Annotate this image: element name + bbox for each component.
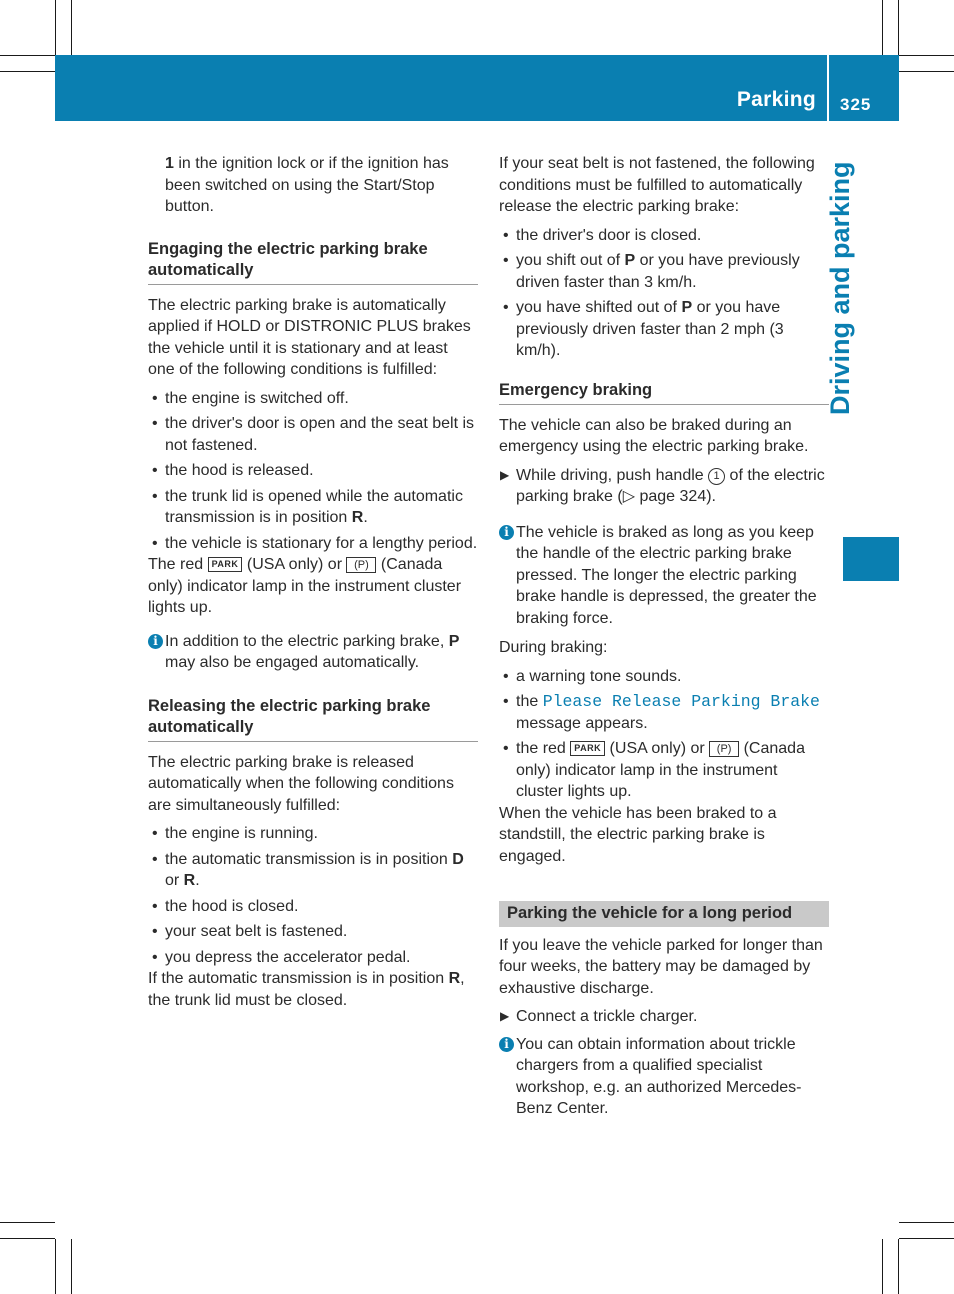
side-tab-block: [843, 537, 899, 581]
list-item: • the driver's door is open and the seat belt is not fastened.: [148, 413, 478, 456]
handle-number-icon: 1: [708, 468, 725, 485]
heading-emergency: Emergency braking: [499, 380, 829, 405]
header-divider: [827, 55, 829, 121]
engaging-list: [148, 388, 478, 555]
park-lamp-icon: PARK: [208, 557, 243, 572]
crop-mark: [0, 1222, 55, 1223]
list-item: • the engine is running.: [148, 823, 478, 845]
info-note: i The vehicle is braked as long as you keep the handle of the electric parking brake pressed. The longer the electric parking brake handle is depressed, the greater the braking force.: [499, 522, 829, 630]
left-column: [148, 153, 478, 1018]
step-arrow-icon: ▶: [500, 467, 510, 482]
step-instruction: ▶ While driving, push handle 1 of the electric parking brake (▷ page 324).: [500, 466, 825, 505]
releasing-list: [148, 823, 478, 968]
crop-mark: [0, 55, 55, 56]
standstill-text: When the vehicle has been braked to a standstill, the electric parking brake is engaged.: [499, 804, 777, 865]
p-lamp-icon: (P): [346, 557, 376, 573]
closing-text: If the automatic transmission is in position R, the trunk lid must be closed.: [148, 970, 465, 1009]
list-item: • the engine is switched off.: [148, 388, 478, 410]
park-lamp-icon: PARK: [570, 741, 605, 756]
crop-mark: [899, 71, 954, 72]
info-icon: i: [499, 525, 514, 540]
heading-engaging: Engaging the electric parking brake automatically: [148, 239, 478, 285]
crop-mark: [0, 1238, 55, 1239]
info-note: i In addition to the electric parking brake, P may also be engaged automatically.: [148, 631, 478, 674]
crop-mark: [55, 1239, 56, 1294]
display-message: Please Release Parking Brake: [542, 692, 820, 711]
crop-mark: [899, 1222, 954, 1223]
step-instruction: ▶ Connect a trickle charger.: [499, 1006, 829, 1028]
crop-mark: [898, 0, 899, 55]
crop-mark: [899, 1238, 954, 1239]
side-tab: [825, 135, 870, 415]
section-title: Parking: [736, 88, 816, 111]
engaging-para: The electric parking brake is automatically applied if HOLD or DISTRONIC PLUS brakes the vehicle until it is stationary and at least one of the following conditions is fulfilled:: [148, 296, 471, 378]
long-period-para: If you leave the vehicle parked for longer than four weeks, the battery may be damaged by exhaustive discharge.: [499, 936, 823, 997]
page-ref-icon: ▷: [622, 488, 636, 505]
crop-mark: [898, 1239, 899, 1294]
list-item: • your seat belt is fastened.: [148, 921, 478, 943]
seatbelt-list: [499, 225, 829, 362]
crop-mark: [882, 0, 883, 55]
crop-mark: [0, 71, 55, 72]
heading-releasing: Releasing the electric parking brake automatically: [148, 696, 478, 742]
list-item: • the hood is released.: [148, 460, 478, 482]
list-item: • the vehicle is stationary for a lengthy period.: [148, 533, 478, 555]
crop-mark: [71, 1239, 72, 1294]
list-item: • the red PARK (USA only) or (P) (Canada only) indicator lamp in the instrument cluster lights up.: [499, 738, 829, 803]
list-item: • you depress the accelerator pedal.: [148, 947, 478, 969]
heading-long-period: Parking the vehicle for a long period: [499, 901, 829, 927]
info-icon: i: [148, 634, 163, 649]
list-item: • a warning tone sounds.: [499, 666, 829, 688]
seatbelt-para: If your seat belt is not fastened, the following conditions must be fulfilled to automatically release the electric parking brake:: [499, 155, 815, 215]
step-arrow-icon: ▶: [500, 1009, 510, 1023]
crop-mark: [55, 0, 56, 55]
list-item: • the Please Release Parking Brake message appears.: [499, 691, 829, 734]
right-column: [499, 153, 829, 1128]
list-item: • the hood is closed.: [148, 896, 478, 918]
braking-list: [499, 666, 829, 803]
crop-mark: [899, 55, 954, 56]
during-braking: During braking:: [499, 639, 608, 656]
page-number: 325: [840, 95, 872, 114]
info-icon: i: [499, 1037, 514, 1052]
list-item: • you shift out of P or you have previously driven faster than 3 km/h.: [499, 250, 829, 293]
list-item: • the driver's door is closed.: [499, 225, 829, 247]
lamp-text: The red PARK (USA only) or (P) (Canada only) indicator lamp in the instrument cluster lights up.: [148, 556, 462, 616]
intro-text: 1 in the ignition lock or if the ignition has been switched on using the Start/Stop button.: [165, 155, 449, 215]
p-lamp-icon: (P): [709, 741, 739, 757]
crop-mark: [71, 0, 72, 55]
releasing-para: The electric parking brake is released automatically when the following conditions are simultaneously fulfilled:: [148, 753, 454, 814]
emergency-para: The vehicle can also be braked during an emergency using the electric parking brake.: [499, 416, 809, 455]
list-item: • you have shifted out of P or you have previously driven faster than 2 mph (3 km/h).: [499, 297, 829, 362]
crop-mark: [882, 1239, 883, 1294]
side-tab-label: Driving and parking: [825, 161, 855, 415]
list-item: • the automatic transmission is in position D or R.: [148, 849, 478, 892]
list-item: • the trunk lid is opened while the automatic transmission is in position R.: [148, 486, 478, 529]
info-note: i You can obtain information about trickle chargers from a qualified specialist workshop, e.g. an authorized Mercedes-Benz Center.: [499, 1034, 829, 1120]
